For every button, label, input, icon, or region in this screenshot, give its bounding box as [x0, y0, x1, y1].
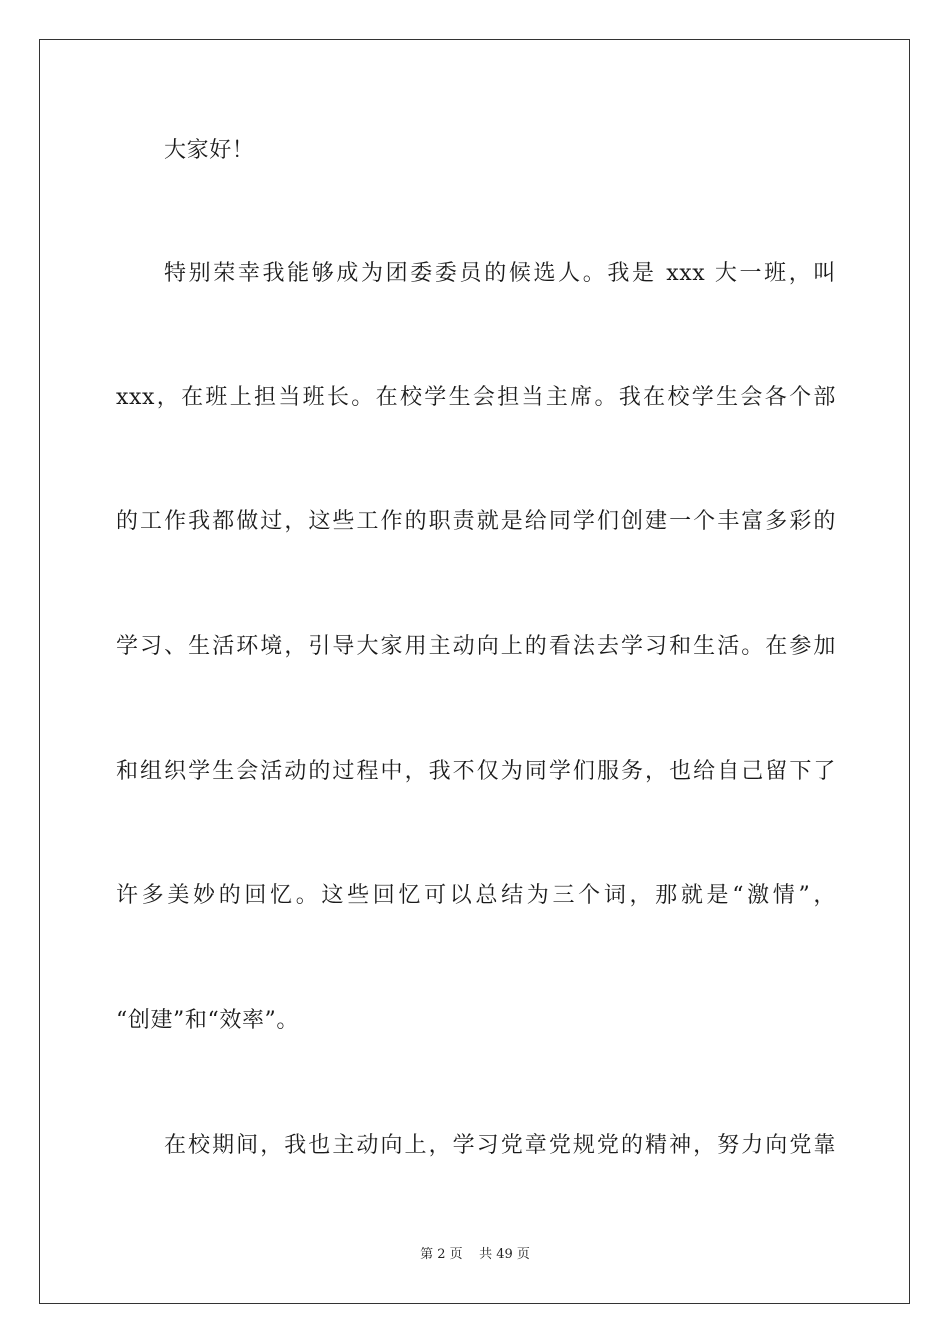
paragraph-line: 许多美妙的回忆。这些回忆可以总结为三个词，那就是“激情”，	[116, 883, 836, 908]
greeting-line: 大家好！	[164, 138, 255, 163]
paragraph-line: 的工作我都做过，这些工作的职责就是给同学们创建一个丰富多彩的	[116, 509, 836, 534]
paragraph-line: 学习、生活环境，引导大家用主动向上的看法去学习和生活。在参加	[116, 634, 836, 659]
paragraph-line: 特别荣幸我能够成为团委委员的候选人。我是 xxx 大一班，叫	[164, 261, 836, 286]
page-number-footer: 第 2 页 共 49 页	[420, 1247, 530, 1262]
paragraph-line: 在校期间，我也主动向上，学习党章党规党的精神，努力向党靠	[164, 1133, 836, 1158]
paragraph-line: “创建”和“效率”。	[116, 1008, 299, 1033]
paragraph-line: xxx，在班上担当班长。在校学生会担当主席。我在校学生会各个部	[116, 385, 836, 410]
page-border	[39, 39, 910, 1304]
paragraph-line: 和组织学生会活动的过程中，我不仅为同学们服务，也给自己留下了	[116, 759, 836, 784]
